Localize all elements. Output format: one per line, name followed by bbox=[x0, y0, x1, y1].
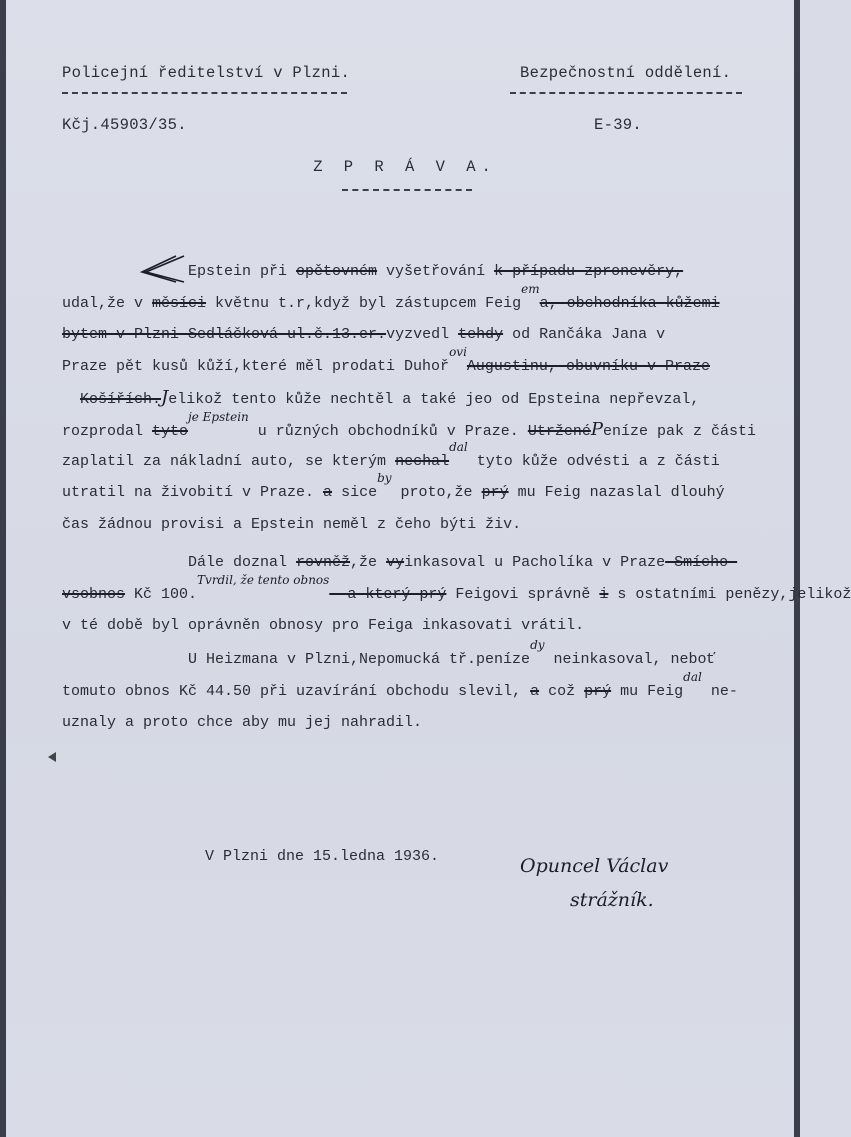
scan-edge-left bbox=[0, 0, 6, 1137]
p1-line-9: čas žádnou provisi a Epstein neměl z čeho býti živ. bbox=[62, 515, 522, 533]
header-right-title: Bezpečnostní oddělení. bbox=[520, 64, 732, 82]
p1-line-8: utratil na živobití v Praze. a sice$^{by}$ proto,že prý mu Feig nazaslal dlouhý bbox=[62, 471, 725, 502]
reference-number: Kčj.45903/35. bbox=[62, 116, 187, 134]
p1-line-6: rozprodal tyto$^{je Epstein}$ u různých obchodníků v Praze. UtrženéPeníze pak z části bbox=[62, 409, 756, 440]
signature-name: Opuncel Václav bbox=[520, 855, 669, 877]
p3-line-2: tomuto obnos Kč 44.50 při uzavírání obchodu slevil, a což prý mu Feig$^{dal}$ ne- bbox=[62, 669, 738, 700]
p1-line-1: Epstein při opětovném vyšetřování k případu zpronevěry, bbox=[188, 263, 684, 280]
p2-line-2: vsobnos Kč 100.$^{Tvrdil, že tento obnos}$- a který prý Feigovi správně i s ostatními penězy,jelikož bbox=[62, 572, 851, 603]
p3-line-1: U Heizmana v Plzni,Nepomucká tř.peníze$^{dy}$ neinkasoval, neboť bbox=[188, 638, 716, 668]
header-left-title: Policejní ředitelství v Plzni. bbox=[62, 64, 351, 82]
margin-mark-icon bbox=[48, 752, 56, 762]
p3-line-3: uznaly a proto chce aby mu jej nahradil. bbox=[62, 714, 423, 732]
signature bbox=[520, 855, 740, 925]
p1-line-5: Košířích.Jelikož tento kůže nechtěl a také jeo od Epsteina nepřevzal, bbox=[80, 387, 700, 409]
paragraph-2 bbox=[62, 547, 851, 642]
date-line: V Plzni dne 15.ledna 1936. bbox=[205, 848, 440, 865]
p1-line-3: bytem v Plzni Sedláčková ul.č.13.er.vyzvedl tehdy od Rančáka Jana v bbox=[62, 326, 666, 344]
p2-line-3: v té době byl oprávněn obnosy pro Feiga inkasovati vrátil. bbox=[62, 617, 585, 635]
paragraph-3 bbox=[62, 638, 762, 739]
p1-line-2: udal,že v měsíci květnu t.r,když byl zástupcem Feig$^{em}$a, obchodníka kůžemi bbox=[62, 281, 720, 312]
signature-rank: strážník. bbox=[570, 889, 654, 911]
case-code: E-39. bbox=[594, 116, 643, 134]
p1-line-7: zaplatil za nákladní auto, se kterým nechal$^{dal}$ tyto kůže odvésti a z části bbox=[62, 439, 720, 470]
paragraph-1 bbox=[62, 256, 762, 540]
header-left-rule bbox=[62, 92, 347, 94]
document-title: Z P R Á V A. bbox=[313, 158, 497, 176]
scan-edge-right bbox=[794, 0, 800, 1137]
p1-line-4: Praze pět kusů kůží,které měl prodati Duhoř$^{ovi}$Augustinu, obuvníku v Praze bbox=[62, 344, 710, 375]
header-right-rule bbox=[510, 92, 742, 94]
p2-line-1: Dále doznal rovněž,že vyinkasoval u Pacholíka v Praze-Smícho- bbox=[188, 554, 738, 571]
title-rule bbox=[342, 189, 472, 191]
